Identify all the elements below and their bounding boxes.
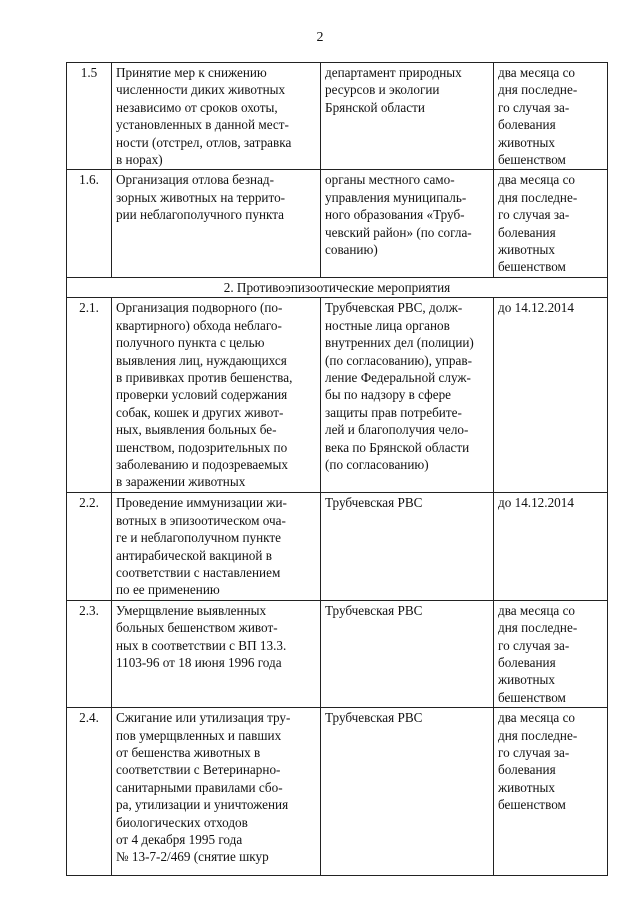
section-row — [67, 277, 608, 297]
table-row — [67, 63, 608, 170]
measure-text: Умерщвление выявленных больных бешенством живот- ных в соответствии с ВП 13.3. 1103-96 от 18 июня 1996 года — [112, 600, 321, 707]
section-title: 2. Противоэпизоотические мероприятия — [67, 277, 608, 297]
responsible-text: Трубчевская РВС — [321, 493, 494, 600]
measure-text: Организация отлова безнад- зорных животных на террито- рии неблагополучного пункта — [112, 170, 321, 277]
measure-text: Проведение иммунизации жи- вотных в эпизоотическом оча- ге и неблагополучном пункте антирабической вакциной в соответствии с наставлением по ее применению — [112, 493, 321, 600]
responsible-text: Трубчевская РВС — [321, 708, 494, 876]
deadline-text: два месяца со дня последне- го случая за- болевания животных бешенством — [494, 708, 608, 876]
table-row — [67, 493, 608, 600]
deadline-text: два месяца со дня последне- го случая за- болевания животных бешенством — [494, 170, 608, 277]
responsible-text: департамент природных ресурсов и экологии Брянской области — [321, 63, 494, 170]
table-row — [67, 708, 608, 876]
table-row — [67, 600, 608, 707]
measure-text: Сжигание или утилизация тру- пов умерщвленных и павших от бешенства животных в соответствии с Ветеринарно- санитарными правилами сбо- ра, утилизации и уничтожения биологических отходов от 4 декабря 1995 года № 13-7-2/469 (снятие шкур — [112, 708, 321, 876]
table-row — [67, 298, 608, 493]
item-number: 2.2. — [67, 493, 112, 600]
page-number: 2 — [316, 30, 324, 45]
measures-table — [66, 62, 608, 876]
table-row — [67, 170, 608, 277]
item-number: 1.6. — [67, 170, 112, 277]
deadline-text: два месяца со дня последне- го случая за- болевания животных бешенством — [494, 63, 608, 170]
responsible-text: Трубчевская РВС, долж- ностные лица органов внутренних дел (полиции) (по согласованию), управ- ление Федеральной служ- бы по надзору в сфере защиты прав потребите- лей и благополучия чело- века по Брянской области (по согласованию) — [321, 298, 494, 493]
item-number: 2.1. — [67, 298, 112, 493]
item-number: 2.4. — [67, 708, 112, 876]
deadline-text: два месяца со дня последне- го случая за- болевания животных бешенством — [494, 600, 608, 707]
measure-text: Принятие мер к снижению численности диких животных независимо от сроков охоты, установленных в данной мест- ности (отстрел, отлов, затравка в норах) — [112, 63, 321, 170]
responsible-text: Трубчевская РВС — [321, 600, 494, 707]
deadline-text: до 14.12.2014 — [494, 493, 608, 600]
item-number: 1.5 — [67, 63, 112, 170]
measure-text: Организация подворного (по- квартирного) обхода неблаго- получного пункта с целью выявления лиц, нуждающихся в прививках против бешенства, проверки условий содержания собак, кошек и других живот- ных, выявления больных бе- шенством, подозрительных по заболеванию и подозреваемых в заражении животных — [112, 298, 321, 493]
deadline-text: до 14.12.2014 — [494, 298, 608, 493]
responsible-text: органы местного само- управления муниципаль- ного образования «Труб- чевский район» (по согла- сованию) — [321, 170, 494, 277]
item-number: 2.3. — [67, 600, 112, 707]
